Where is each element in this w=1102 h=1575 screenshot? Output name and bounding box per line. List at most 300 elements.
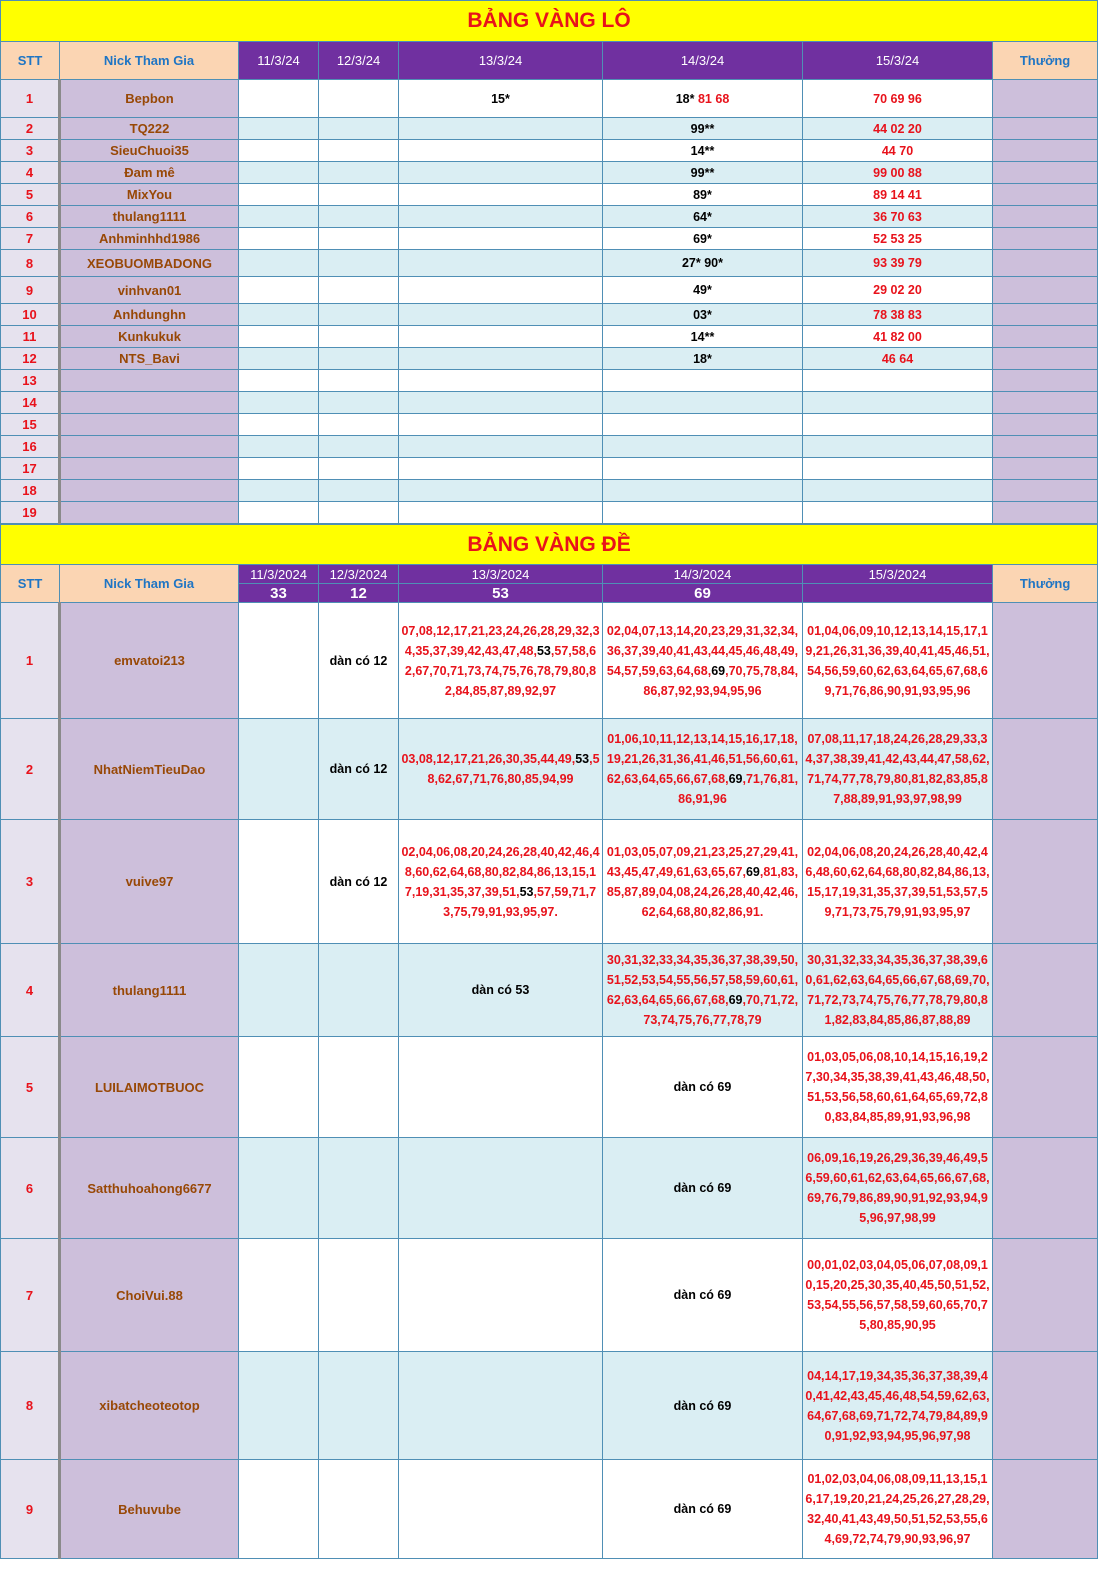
- row-nick: [60, 392, 239, 414]
- cell-12: dàn có 12: [319, 719, 399, 820]
- cell-thuong: [993, 480, 1098, 502]
- cell-empty: [239, 1138, 319, 1239]
- cell-thuong: [993, 326, 1098, 348]
- cell-empty: [239, 228, 319, 250]
- cell-14-black: 64*: [693, 209, 712, 224]
- nums-b: ,81,83,85,87,89,04,08,24,26,28,40,42,46,62,64,68,80,82,86,91.: [606, 864, 799, 919]
- nums-a: 03,08,12,17,21,26,30,35,44,49,: [401, 752, 576, 766]
- cell-15: 01,02,03,04,06,08,09,11,13,15,16,17,19,20,21,24,25,26,27,28,29,32,40,41,43,49,50,51,52,53,55,64,69,72,74,79,90,93,96,97: [803, 1460, 993, 1559]
- cell-empty: [319, 348, 399, 370]
- row-nick: TQ222: [60, 118, 239, 140]
- cell-empty: [319, 277, 399, 304]
- row-nick: ChoiVui.88: [60, 1239, 239, 1352]
- lo-row: [1, 118, 1098, 140]
- cell-empty: [239, 820, 319, 944]
- lo-header-date: 11/3/24: [239, 42, 319, 80]
- de-result: 53: [399, 584, 603, 603]
- cell-empty: [239, 162, 319, 184]
- row-stt: 14: [1, 392, 60, 414]
- lo-row: [1, 277, 1098, 304]
- de-header-thuong: Thưởng: [993, 565, 1098, 603]
- cell-15: [803, 414, 993, 436]
- cell-15: 52 53 25: [803, 228, 993, 250]
- nums-hit: 69: [711, 663, 726, 678]
- row-stt: 5: [1, 1037, 60, 1138]
- cell-15: 99 00 88: [803, 162, 993, 184]
- cell-14: [603, 458, 803, 480]
- row-nick: Đam mê: [60, 162, 239, 184]
- cell-15: [803, 458, 993, 480]
- row-nick: [60, 370, 239, 392]
- nums-b: ,70,75,78,84,86,87,92,93,94,95,96: [643, 663, 799, 698]
- row-nick: NTS_Bavi: [60, 348, 239, 370]
- row-nick: thulang1111: [60, 944, 239, 1037]
- nums-b: ,57,58,62,67,70,71,73,74,75,76,78,79,80,82,84,85,87,89,92,97: [404, 643, 597, 698]
- cell-empty: [319, 414, 399, 436]
- row-nick: [60, 480, 239, 502]
- cell-empty: [239, 719, 319, 820]
- lo-row: [1, 304, 1098, 326]
- nums-b: ,57,59,71,73,75,79,91,93,95,97.: [443, 884, 597, 919]
- de-result: [803, 584, 993, 603]
- de-header-date: 11/3/2024: [239, 565, 319, 584]
- nums-a: 02,04,06,08,20,24,26,28,40,42,46,48,60,62,64,68,80,82,84,86,13,15,17,19,31,35,37,39,51,: [401, 844, 600, 899]
- nums-hit: 53: [536, 643, 551, 658]
- row-stt: 17: [1, 458, 60, 480]
- lo-row: [1, 162, 1098, 184]
- cell-thuong: [993, 944, 1098, 1037]
- cell-14: [603, 603, 803, 719]
- cell-13: 15*: [399, 80, 603, 118]
- cell-14: [603, 228, 803, 250]
- cell-15: 44 02 20: [803, 118, 993, 140]
- lo-row: [1, 414, 1098, 436]
- cell-empty: [319, 370, 399, 392]
- row-nick: xibatcheoteotop: [60, 1352, 239, 1460]
- cell-15: 44 70: [803, 140, 993, 162]
- row-nick: Satthuhoahong6677: [60, 1138, 239, 1239]
- cell-empty: [399, 1460, 603, 1559]
- cell-13: [399, 392, 603, 414]
- cell-empty: [319, 458, 399, 480]
- de-header-stt: STT: [1, 565, 60, 603]
- de-row: [1, 1138, 1098, 1239]
- cell-14: [603, 162, 803, 184]
- cell-thuong: [993, 436, 1098, 458]
- cell-13: [399, 206, 603, 228]
- cell-13: [399, 414, 603, 436]
- cell-empty: [239, 326, 319, 348]
- row-stt: 1: [1, 80, 60, 118]
- row-stt: 19: [1, 502, 60, 524]
- de-row: [1, 1460, 1098, 1559]
- cell-13: [399, 228, 603, 250]
- cell-15: 01,04,06,09,10,12,13,14,15,17,19,21,26,31,36,39,40,41,45,46,51,54,56,59,60,62,63,64,65,67,68,69,71,76,86,90,91,93,95,96: [803, 603, 993, 719]
- nums-hit: 53: [575, 752, 590, 766]
- nums-a: 01,03,05,07,09,21,23,25,27,29,41,43,45,47,49,61,63,65,67,: [606, 844, 799, 879]
- cell-15: 41 82 00: [803, 326, 993, 348]
- cell-empty: [319, 392, 399, 414]
- lo-row: [1, 140, 1098, 162]
- cell-13: [399, 277, 603, 304]
- cell-14-black: 99**: [690, 121, 715, 136]
- cell-empty: [239, 392, 319, 414]
- cell-15: 07,08,11,17,18,24,26,28,29,33,34,37,38,39,41,42,43,44,47,58,62,71,74,77,78,79,80,81,82,83,85,87,88,89,91,93,97,98,99: [803, 719, 993, 820]
- cell-14: dàn có 69: [603, 1037, 803, 1138]
- cell-empty: [239, 502, 319, 524]
- cell-14: [603, 304, 803, 326]
- lo-table: [0, 0, 1098, 524]
- cell-empty: [399, 1352, 603, 1460]
- cell-thuong: [993, 80, 1098, 118]
- cell-empty: [319, 304, 399, 326]
- cell-empty: [239, 206, 319, 228]
- cell-13: [399, 348, 603, 370]
- cell-13: [399, 502, 603, 524]
- cell-empty: [319, 1352, 399, 1460]
- cell-15: 29 02 20: [803, 277, 993, 304]
- cell-14: [603, 944, 803, 1037]
- cell-empty: [239, 1037, 319, 1138]
- cell-14: [603, 250, 803, 277]
- cell-15: 06,09,16,19,26,29,36,39,46,49,56,59,60,61,62,63,64,65,66,67,68,69,76,79,86,89,90,91,92,93,94,95,96,97,98,99: [803, 1138, 993, 1239]
- row-nick: [60, 502, 239, 524]
- cell-15: 93 39 79: [803, 250, 993, 277]
- lo-row: [1, 436, 1098, 458]
- row-stt: 6: [1, 1138, 60, 1239]
- row-stt: 13: [1, 370, 60, 392]
- cell-15: 70 69 96: [803, 80, 993, 118]
- cell-thuong: [993, 820, 1098, 944]
- cell-14-black: 27* 90*: [681, 256, 723, 270]
- cell-14-black: 89*: [693, 187, 712, 202]
- cell-15: [803, 370, 993, 392]
- cell-empty: [239, 184, 319, 206]
- row-stt: 8: [1, 250, 60, 277]
- cell-14-black: 18*: [675, 91, 695, 106]
- cell-empty: [239, 436, 319, 458]
- row-nick: LUILAIMOTBUOC: [60, 1037, 239, 1138]
- nums-hit: 69: [728, 993, 743, 1007]
- cell-14-black: 18*: [693, 351, 712, 366]
- row-stt: 9: [1, 277, 60, 304]
- cell-15: [803, 480, 993, 502]
- row-stt: 18: [1, 480, 60, 502]
- cell-thuong: [993, 250, 1098, 277]
- row-stt: 6: [1, 206, 60, 228]
- cell-empty: [239, 944, 319, 1037]
- nums-hit: 69: [745, 864, 760, 879]
- cell-empty: [319, 1138, 399, 1239]
- de-row: [1, 1239, 1098, 1352]
- cell-14: dàn có 69: [603, 1352, 803, 1460]
- cell-13: [399, 458, 603, 480]
- cell-empty: [319, 480, 399, 502]
- cell-15: 00,01,02,03,04,05,06,07,08,09,10,15,20,25,30,35,40,45,50,51,52,53,54,55,56,57,58,59,60,65,70,75,80,85,90,95: [803, 1239, 993, 1352]
- row-stt: 8: [1, 1352, 60, 1460]
- cell-13: [399, 436, 603, 458]
- row-nick: Anhdunghn: [60, 304, 239, 326]
- row-stt: 5: [1, 184, 60, 206]
- cell-thuong: [993, 370, 1098, 392]
- lo-row: [1, 502, 1098, 524]
- cell-15: 46 64: [803, 348, 993, 370]
- cell-14: [603, 370, 803, 392]
- cell-thuong: [993, 162, 1098, 184]
- cell-15: 36 70 63: [803, 206, 993, 228]
- cell-13: [399, 326, 603, 348]
- lo-row: [1, 392, 1098, 414]
- cell-13: [399, 304, 603, 326]
- row-nick: [60, 436, 239, 458]
- row-stt: 11: [1, 326, 60, 348]
- de-row: [1, 1352, 1098, 1460]
- cell-empty: [239, 480, 319, 502]
- cell-thuong: [993, 1460, 1098, 1559]
- cell-15: 04,14,17,19,34,35,36,37,38,39,40,41,42,43,45,46,48,54,59,62,63,64,67,68,69,71,72,74,79,84,89,90,91,92,93,94,95,96,97,98: [803, 1352, 993, 1460]
- cell-14-black: 69*: [693, 231, 712, 246]
- de-result: 33: [239, 584, 319, 603]
- cell-empty: [239, 603, 319, 719]
- cell-14: dàn có 69: [603, 1239, 803, 1352]
- lo-header-nick: Nick Tham Gia: [60, 42, 239, 80]
- row-nick: MixYou: [60, 184, 239, 206]
- cell-14: [603, 719, 803, 820]
- lo-row: [1, 206, 1098, 228]
- lo-row: [1, 458, 1098, 480]
- cell-13: [399, 118, 603, 140]
- row-stt: 10: [1, 304, 60, 326]
- cell-thuong: [993, 348, 1098, 370]
- cell-13: [399, 250, 603, 277]
- row-nick: Anhminhhd1986: [60, 228, 239, 250]
- row-nick: vinhvan01: [60, 277, 239, 304]
- de-table: [0, 524, 1098, 1559]
- cell-thuong: [993, 304, 1098, 326]
- row-stt: 16: [1, 436, 60, 458]
- lo-row: [1, 370, 1098, 392]
- cell-empty: [319, 118, 399, 140]
- cell-14: dàn có 69: [603, 1460, 803, 1559]
- cell-13: dàn có 53: [399, 944, 603, 1037]
- cell-thuong: [993, 458, 1098, 480]
- row-stt: 2: [1, 118, 60, 140]
- de-header-date: 12/3/2024: [319, 565, 399, 584]
- cell-12: dàn có 12: [319, 820, 399, 944]
- row-stt: 4: [1, 944, 60, 1037]
- cell-14: [603, 206, 803, 228]
- row-nick: [60, 458, 239, 480]
- cell-empty: [319, 250, 399, 277]
- cell-empty: [239, 140, 319, 162]
- cell-empty: [399, 1239, 603, 1352]
- cell-15: [803, 502, 993, 524]
- cell-empty: [239, 250, 319, 277]
- cell-thuong: [993, 140, 1098, 162]
- cell-thuong: [993, 392, 1098, 414]
- cell-14: [603, 392, 803, 414]
- row-nick: Bepbon: [60, 80, 239, 118]
- cell-13: [399, 370, 603, 392]
- cell-14-black: 49*: [693, 283, 712, 297]
- cell-14: [603, 184, 803, 206]
- nums-a: 30,31,32,33,34,35,36,37,38,39,50,51,52,53,54,55,56,57,58,59,60,61,62,63,64,65,66,67,68,: [606, 953, 799, 1007]
- cell-12: dàn có 12: [319, 603, 399, 719]
- cell-empty: [239, 414, 319, 436]
- cell-thuong: [993, 603, 1098, 719]
- cell-13: [399, 184, 603, 206]
- cell-empty: [239, 348, 319, 370]
- cell-empty: [239, 1352, 319, 1460]
- cell-thuong: [993, 1352, 1098, 1460]
- de-row: [1, 1037, 1098, 1138]
- nums-hit: 53: [519, 884, 534, 899]
- cell-thuong: [993, 118, 1098, 140]
- cell-13: [399, 162, 603, 184]
- nums-a: 01,06,10,11,12,13,14,15,16,17,18,19,21,26,31,36,41,46,51,56,60,61,62,63,64,65,66,67,68,: [606, 732, 799, 786]
- cell-empty: [239, 370, 319, 392]
- lo-row: [1, 228, 1098, 250]
- cell-empty: [319, 1037, 399, 1138]
- lo-header-date: 14/3/24: [603, 42, 803, 80]
- row-stt: 15: [1, 414, 60, 436]
- cell-14-black: 14**: [690, 329, 715, 344]
- row-nick: XEOBUOMBADONG: [60, 250, 239, 277]
- cell-12: [319, 944, 399, 1037]
- row-stt: 4: [1, 162, 60, 184]
- de-header-date: 14/3/2024: [603, 565, 803, 584]
- cell-thuong: [993, 414, 1098, 436]
- cell-15: 78 38 83: [803, 304, 993, 326]
- cell-15: [803, 392, 993, 414]
- de-row: [1, 944, 1098, 1037]
- de-header-date: 15/3/2024: [803, 565, 993, 584]
- cell-empty: [319, 1460, 399, 1559]
- cell-14: [603, 414, 803, 436]
- cell-empty: [319, 502, 399, 524]
- lo-header-thuong: Thưởng: [993, 42, 1098, 80]
- cell-14: dàn có 69: [603, 1138, 803, 1239]
- cell-empty: [319, 228, 399, 250]
- row-stt: 12: [1, 348, 60, 370]
- cell-14-black: 03*: [693, 307, 712, 322]
- lo-row: [1, 326, 1098, 348]
- cell-13: [399, 480, 603, 502]
- row-nick: Kunkukuk: [60, 326, 239, 348]
- cell-empty: [239, 277, 319, 304]
- row-stt: 7: [1, 1239, 60, 1352]
- lo-row: [1, 348, 1098, 370]
- nums-b: ,58,62,67,71,76,80,85,94,99: [427, 752, 600, 786]
- cell-14-black: 99**: [690, 165, 715, 180]
- lo-row: [1, 80, 1098, 118]
- cell-thuong: [993, 719, 1098, 820]
- de-row: [1, 820, 1098, 944]
- lo-header-stt: STT: [1, 42, 60, 80]
- nums-a: 07,08,12,17,21,23,24,26,28,29,32,34,35,37,39,42,43,47,48,: [401, 623, 600, 658]
- cell-empty: [399, 1138, 603, 1239]
- cell-empty: [319, 80, 399, 118]
- cell-empty: [319, 326, 399, 348]
- cell-empty: [239, 1460, 319, 1559]
- cell-empty: [319, 1239, 399, 1352]
- cell-13: [399, 820, 603, 944]
- row-nick: vuive97: [60, 820, 239, 944]
- cell-14: [603, 80, 803, 118]
- lo-header-date: 15/3/24: [803, 42, 993, 80]
- row-stt: 9: [1, 1460, 60, 1559]
- row-nick: emvatoi213: [60, 603, 239, 719]
- cell-14: [603, 348, 803, 370]
- de-header-date: 13/3/2024: [399, 565, 603, 584]
- cell-thuong: [993, 184, 1098, 206]
- lo-header-date: 12/3/24: [319, 42, 399, 80]
- row-nick: SieuChuoi35: [60, 140, 239, 162]
- cell-thuong: [993, 1037, 1098, 1138]
- cell-14: [603, 140, 803, 162]
- cell-empty: [319, 140, 399, 162]
- row-stt: 7: [1, 228, 60, 250]
- cell-thuong: [993, 277, 1098, 304]
- nums-b: ,71,76,81,86,91,96: [678, 772, 799, 806]
- row-stt: 3: [1, 820, 60, 944]
- cell-13: [399, 719, 603, 820]
- cell-14: [603, 118, 803, 140]
- cell-empty: [239, 304, 319, 326]
- de-result: 12: [319, 584, 399, 603]
- de-result: 69: [603, 584, 803, 603]
- cell-empty: [399, 1037, 603, 1138]
- cell-15: [803, 436, 993, 458]
- lo-row: [1, 250, 1098, 277]
- nums-a: 02,04,07,13,14,20,23,29,31,32,34,36,37,39,40,41,43,44,45,46,48,49,54,57,59,63,64,68,: [606, 623, 799, 678]
- cell-14: [603, 820, 803, 944]
- cell-empty: [239, 1239, 319, 1352]
- cell-empty: [239, 118, 319, 140]
- row-stt: 1: [1, 603, 60, 719]
- de-row: [1, 719, 1098, 820]
- cell-empty: [239, 80, 319, 118]
- nums-hit: 69: [728, 772, 743, 786]
- cell-14-red: 81 68: [697, 91, 730, 106]
- cell-14-black: 14**: [690, 143, 715, 158]
- de-row: [1, 603, 1098, 719]
- cell-15: 02,04,06,08,20,24,26,28,40,42,46,48,60,62,64,68,80,82,84,86,13,15,17,19,31,35,37,39,51,53,57,59,71,73,75,79,91,93,95,97: [803, 820, 993, 944]
- cell-thuong: [993, 228, 1098, 250]
- lo-row: [1, 184, 1098, 206]
- row-nick: [60, 414, 239, 436]
- cell-empty: [319, 436, 399, 458]
- cell-15: 89 14 41: [803, 184, 993, 206]
- cell-15: 30,31,32,33,34,35,36,37,38,39,60,61,62,63,64,65,66,67,68,69,70,71,72,73,74,75,76,77,78,79,80,81,82,83,84,85,86,87,88,89: [803, 944, 993, 1037]
- row-nick: Behuvube: [60, 1460, 239, 1559]
- cell-thuong: [993, 502, 1098, 524]
- cell-empty: [319, 184, 399, 206]
- de-title: BẢNG VÀNG ĐỀ: [1, 525, 1098, 565]
- nums-b: ,70,71,72,73,74,75,76,77,78,79: [643, 993, 799, 1027]
- cell-empty: [239, 458, 319, 480]
- de-header-nick: Nick Tham Gia: [60, 565, 239, 603]
- cell-thuong: [993, 1138, 1098, 1239]
- cell-thuong: [993, 206, 1098, 228]
- cell-13: [399, 140, 603, 162]
- lo-title: BẢNG VÀNG LÔ: [1, 1, 1098, 42]
- cell-15: 01,03,05,06,08,10,14,15,16,19,27,30,34,35,38,39,41,43,46,48,50,51,53,56,58,60,61,64,65,69,72,80,83,84,85,89,91,93,96,98: [803, 1037, 993, 1138]
- cell-14: [603, 480, 803, 502]
- cell-14: [603, 436, 803, 458]
- cell-thuong: [993, 1239, 1098, 1352]
- row-stt: 2: [1, 719, 60, 820]
